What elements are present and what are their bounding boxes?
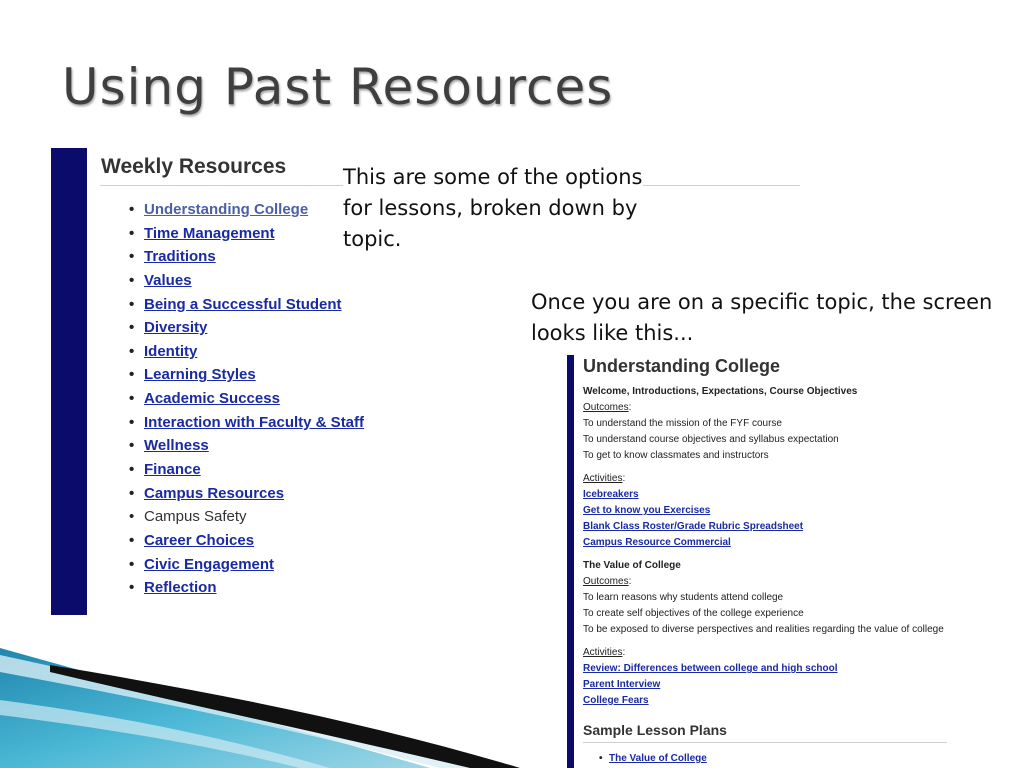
outcome-item: To understand the mission of the FYF course (583, 418, 782, 429)
resource-link-learning-styles[interactable]: • Learning Styles (144, 366, 364, 390)
resource-link-understanding-college[interactable]: • Understanding College (144, 201, 364, 225)
activity-link-parent-interview[interactable]: Parent Interview (583, 679, 661, 690)
resource-item-campus-safety: • Campus Safety (144, 508, 364, 532)
activities-label: Activities (583, 473, 623, 484)
topic-title: Understanding College (583, 356, 781, 376)
weekly-resources-heading: Weekly Resources (101, 155, 287, 178)
slide-title: Using Past Resources (62, 58, 614, 116)
resource-link-diversity[interactable]: • Diversity (144, 319, 364, 343)
resource-link-time-management[interactable]: • Time Management (144, 225, 364, 249)
activity-link-icebreakers[interactable]: Icebreakers (583, 489, 639, 500)
section-heading: Welcome, Introductions, Expectations, Course Objectives (583, 386, 858, 397)
topic-page-content: Understanding College Welcome, Introductions, Expectations, Course Objectives Outcomes: To understand the mission of the FYF course To understand course objectives and syllabus expectation To get to know classmates and instructors Activities: Icebreakers Get to know you Exercises Blank Class Roster/Grade Rubric Spreadsheet Campus Resource Commercial The Value of College Outcomes: To learn reasons why students attend college To create self objectives of the college experience To be exposed to diverse perspectives and realities regarding the value of college Activities: Review: Differences between college and high school Parent Interview College Fears Sample Lesson Plans • The Value of College (583, 355, 953, 764)
topic-page-screenshot (567, 355, 957, 768)
activities-label: Activities (583, 647, 623, 658)
activity-link-class-roster[interactable]: Blank Class Roster/Grade Rubric Spreadsheet (583, 521, 804, 532)
resource-link-finance[interactable]: • Finance (144, 461, 364, 485)
outcomes-label: Outcomes (583, 402, 629, 413)
outcome-item: To learn reasons why students attend college (583, 592, 784, 603)
outcomes-label: Outcomes (583, 576, 629, 587)
resource-link-career-choices[interactable]: • Career Choices (144, 532, 364, 556)
weekly-resources-list (144, 201, 364, 603)
activity-link-campus-commercial[interactable]: Campus Resource Commercial (583, 537, 731, 548)
outcome-item: To create self objectives of the college experience (583, 608, 804, 619)
resource-link-campus-resources[interactable]: • Campus Resources (144, 485, 364, 509)
resource-link-civic-engagement[interactable]: • Civic Engagement (144, 556, 364, 580)
resource-link-traditions[interactable]: • Traditions (144, 248, 364, 272)
caption-topics: This are some of the options for lessons, broken down by topic. (343, 162, 643, 255)
resource-link-successful-student[interactable]: • Being a Successful Student (144, 296, 364, 320)
lesson-plan-list (583, 753, 953, 764)
outcome-item: To be exposed to diverse perspectives and realities regarding the value of college (583, 624, 944, 635)
resource-link-identity[interactable]: • Identity (144, 343, 364, 367)
section-heading: The Value of College (583, 560, 681, 571)
activity-link-review-differences[interactable]: Review: Differences between college and high school (583, 663, 838, 674)
sample-lesson-plans-heading: Sample Lesson Plans (583, 722, 727, 738)
activity-link-get-to-know-you[interactable]: Get to know you Exercises (583, 505, 711, 516)
resource-link-wellness[interactable]: • Wellness (144, 437, 364, 461)
caption-topic-screen: Once you are on a specific topic, the screen looks like this... (531, 290, 993, 345)
resource-link-academic-success[interactable]: • Academic Success (144, 390, 364, 414)
heading-divider (583, 742, 947, 743)
outcome-item: To get to know classmates and instructors (583, 450, 769, 461)
resource-link-faculty-staff[interactable]: • Interaction with Faculty & Staff (144, 414, 364, 438)
activity-link-college-fears[interactable]: College Fears (583, 695, 649, 706)
resource-link-values[interactable]: • Values (144, 272, 364, 296)
accent-bar-right (567, 355, 574, 768)
outcome-item: To understand course objectives and syllabus expectation (583, 434, 839, 445)
resource-link-reflection[interactable]: • Reflection (144, 579, 364, 603)
lesson-plan-link-value-of-college[interactable]: • The Value of College (609, 753, 953, 764)
accent-bar (51, 148, 87, 615)
